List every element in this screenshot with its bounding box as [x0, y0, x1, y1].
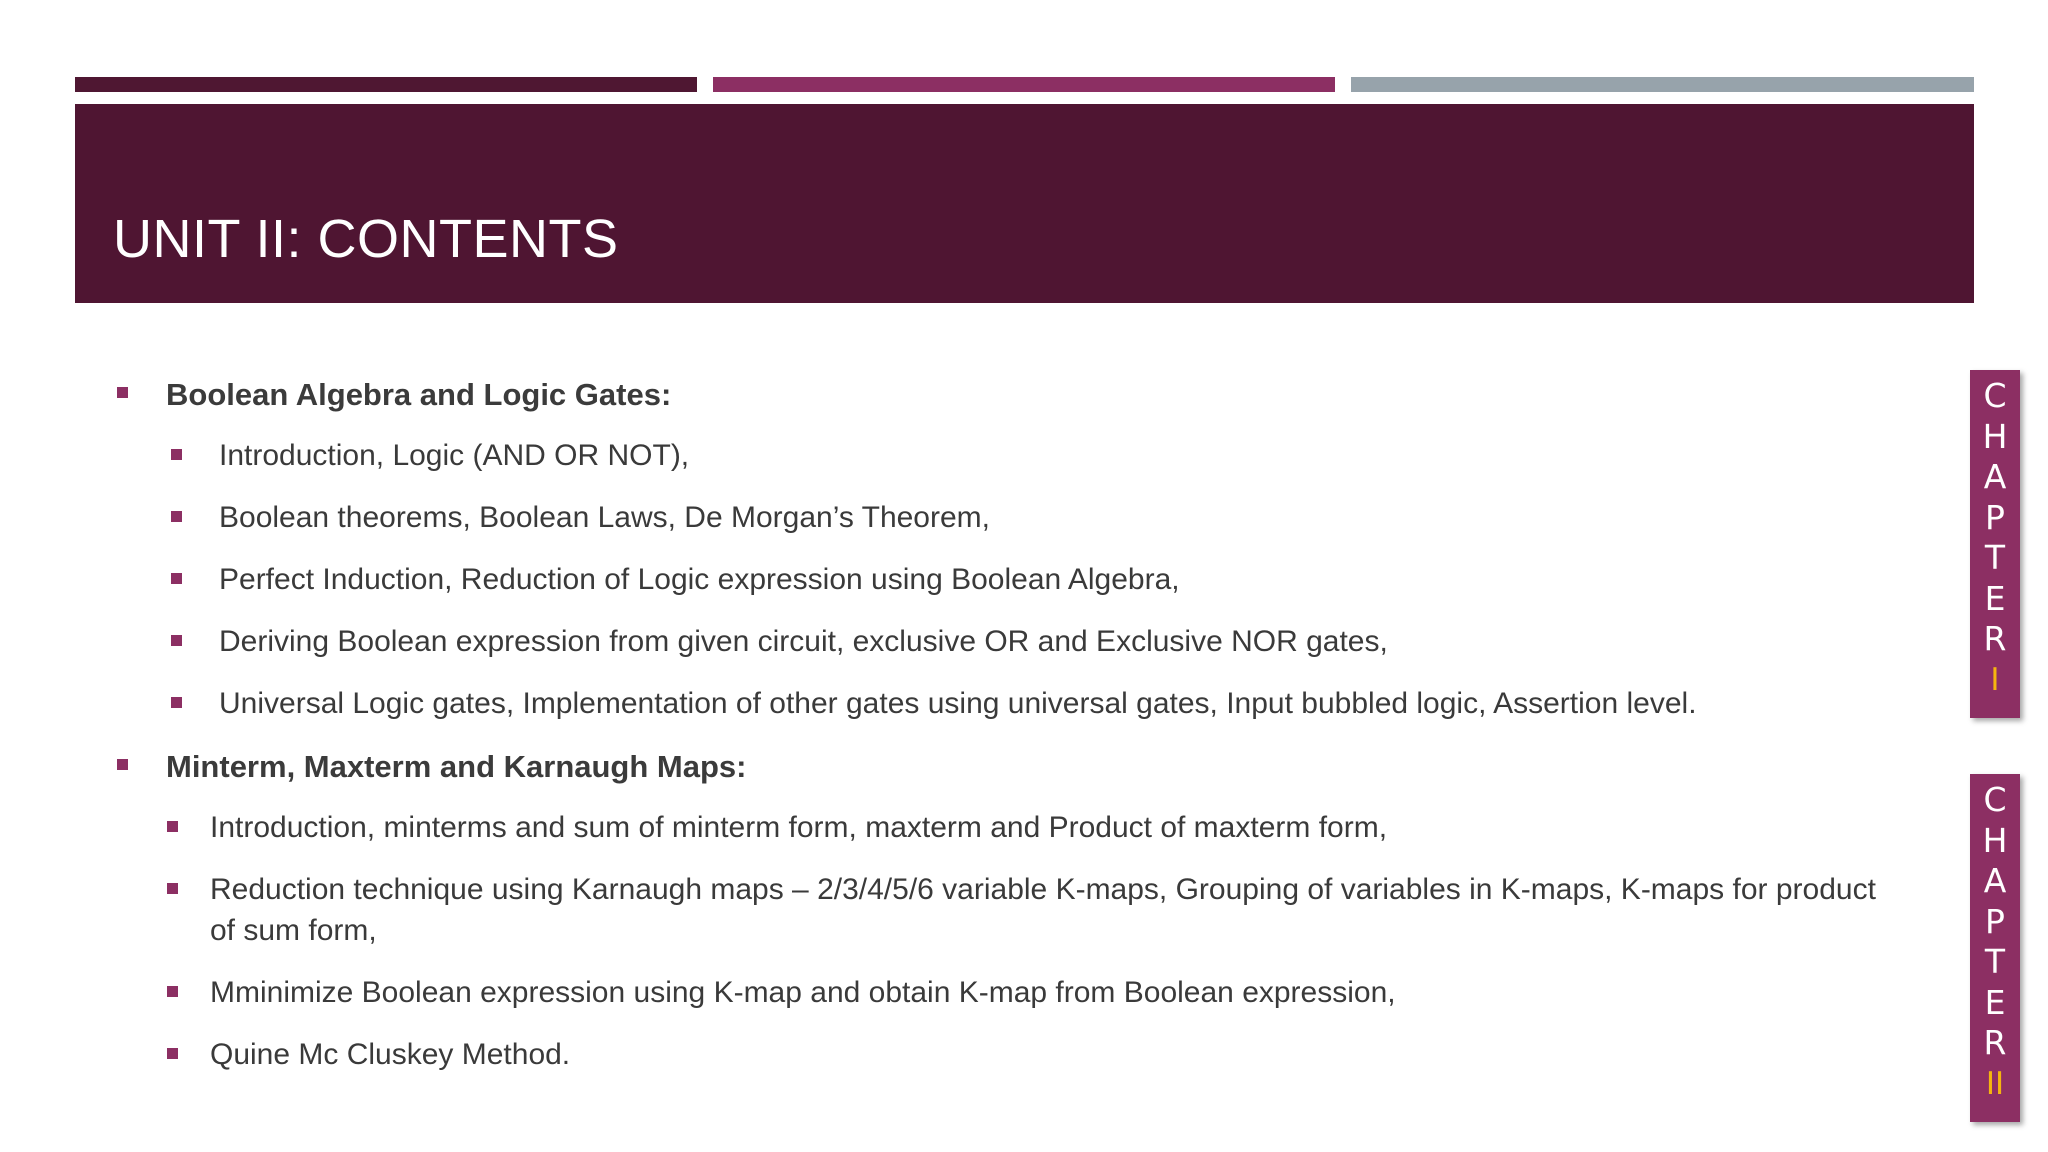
tab-letter: C — [1983, 376, 2007, 415]
tab-letter: A — [1983, 457, 2007, 496]
tab-letter: R — [1983, 619, 2007, 658]
slide-title: UNIT II: CONTENTS — [113, 209, 619, 269]
bullet-icon — [167, 821, 178, 832]
tab-letter: H — [1982, 820, 2008, 860]
bullet-icon — [171, 635, 182, 646]
bullet-icon — [171, 573, 182, 584]
list-item: Universal Logic gates, Implementation of other gates using universal gates, Input bubbled logic, Assertion level. — [219, 687, 1697, 720]
tab-letter: T — [1984, 538, 2006, 577]
tab-letter: T — [1984, 942, 2006, 981]
bullet-icon — [117, 387, 128, 398]
section-heading: Minterm, Maxterm and Karnaugh Maps: — [166, 749, 747, 784]
tab-letter: P — [1985, 497, 2005, 537]
list-item-continuation: of sum form, — [210, 914, 377, 947]
list-item: Perfect Induction, Reduction of Logic expression using Boolean Algebra, — [219, 563, 1180, 596]
list-item: Reduction technique using Karnaugh maps – 2/3/4/5/6 variable K-maps, Grouping of variables in K-maps, K-maps for product — [210, 873, 1876, 906]
bullet-icon — [117, 759, 128, 770]
tab-letter: P — [1985, 901, 2005, 941]
tab-letter: R — [1983, 1023, 2007, 1062]
list-item: Introduction, minterms and sum of minterm form, maxterm and Product of maxterm form, — [210, 811, 1388, 844]
bullet-icon — [167, 883, 178, 894]
list-item: Introduction, Logic (AND OR NOT), — [219, 439, 690, 472]
list-item: Boolean theorems, Boolean Laws, De Morgan’s Theorem, — [219, 501, 990, 534]
list-item: Quine Mc Cluskey Method. — [210, 1038, 571, 1071]
tab-letter: E — [1984, 578, 2006, 618]
bullet-icon — [171, 449, 182, 460]
list-item: Deriving Boolean expression from given circuit, exclusive OR and Exclusive NOR gates, — [219, 625, 1388, 658]
list-item: Mminimize Boolean expression using K-map and obtain K-map from Boolean expression, — [210, 976, 1396, 1009]
tab-letter: C — [1983, 780, 2007, 819]
section-heading: Boolean Algebra and Logic Gates: — [166, 377, 672, 412]
chapter-tab-1[interactable] — [1970, 370, 2020, 718]
bullet-icon — [171, 511, 182, 522]
tab-letter: E — [1984, 982, 2006, 1022]
chapter-number: II — [1985, 1065, 2005, 1102]
bullet-icon — [167, 986, 178, 997]
tab-letter: A — [1983, 861, 2007, 900]
chapter-number: I — [1990, 661, 2000, 698]
chapter-tab-2[interactable] — [1970, 774, 2020, 1122]
bullet-icon — [167, 1048, 178, 1059]
tab-letter: H — [1982, 416, 2008, 456]
bullet-icon — [171, 697, 182, 708]
